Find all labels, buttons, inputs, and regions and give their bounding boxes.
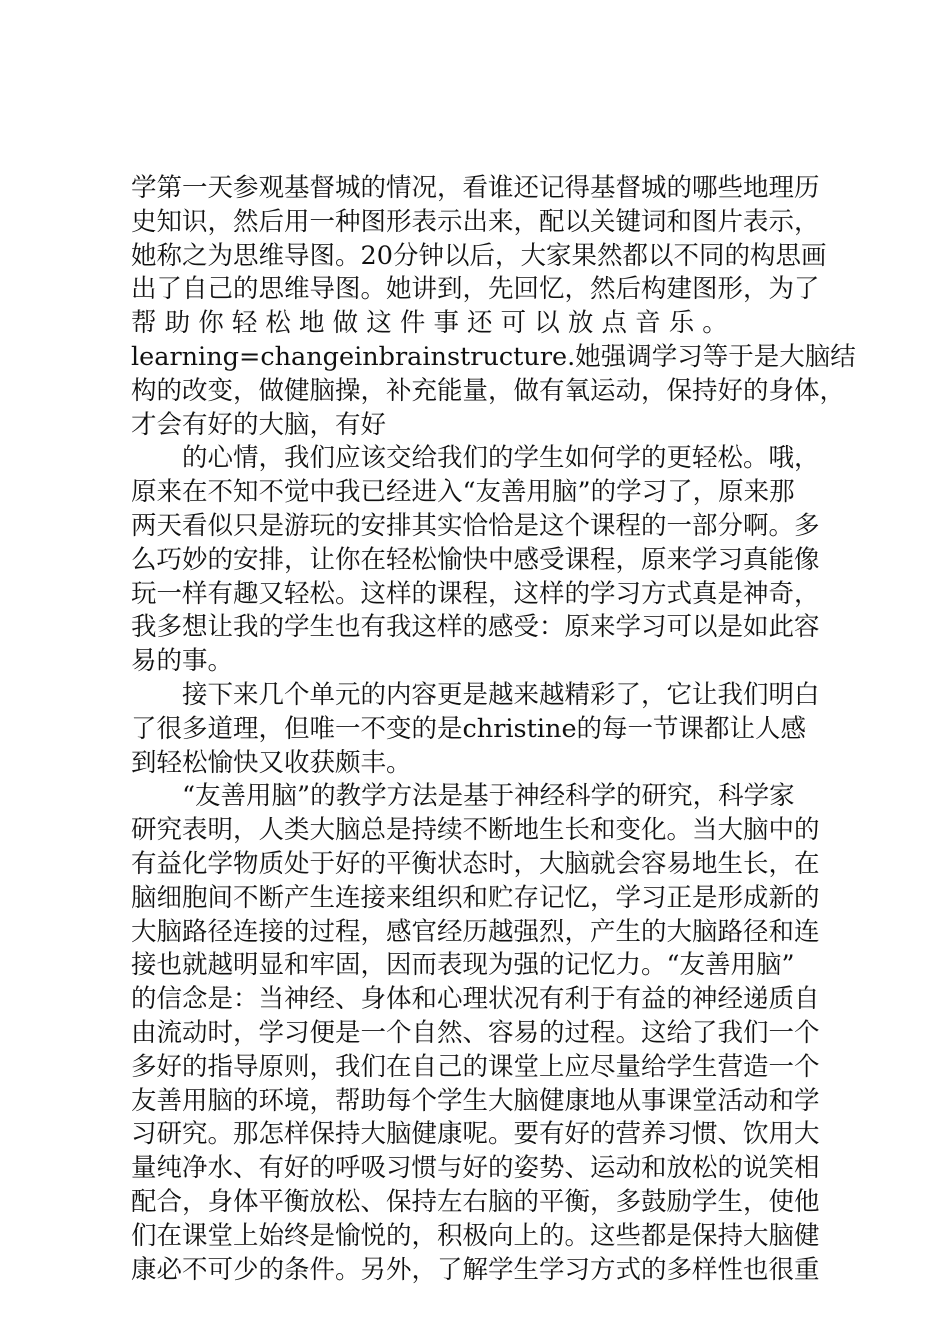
text-line: 史知识，然后用一种图形表示出来，配以关键词和图片表示， (131, 206, 820, 237)
text-line: 的心情，我们应该交给我们的学生如何学的更轻松。哦， (182, 443, 820, 474)
text-line: 多好的指导原则，我们在自己的课堂上应尽量给学生营造一个 (131, 1051, 820, 1082)
document-body (131, 172, 856, 1287)
text-line: 两天看似只是游玩的安排其实恰恰是这个课程的一部分啊。多 (131, 510, 820, 541)
text-line: 配合，身体平衡放松、保持左右脑的平衡，多鼓励学生，使他 (131, 1186, 820, 1217)
text-line: 康必不可少的条件。另外，了解学生学习方式的多样性也很重 (131, 1254, 820, 1285)
text-line: 我多想让我的学生也有我这样的感受：原来学习可以是如此容 (131, 612, 820, 643)
text-line: 到轻松愉快又收获颇丰。 (131, 747, 412, 778)
text-line: 由流动时，学习便是一个自然、容易的过程。这给了我们一个 (131, 1017, 820, 1048)
text-line: 易的事。 (131, 646, 234, 677)
text-line: 友善用脑的环境，帮助每个学生大脑健康地从事课堂活动和学 (131, 1085, 820, 1116)
text-line: 接也就越明显和牢固，因而表现为强的记忆力。“友善用脑” (131, 950, 795, 981)
text-line: learning=changeinbrainstructure.她强调学习等于是大脑结 (131, 341, 856, 372)
text-line: 脑细胞间不断产生连接来组织和贮存记忆，学习正是形成新的 (131, 882, 820, 913)
text-line: 原来在不知不觉中我已经进入“友善用脑”的学习了，原来那 (131, 477, 795, 508)
text-line: 么巧妙的安排，让你在轻松愉快中感受课程，原来学习真能像 (131, 544, 820, 575)
text-line: 才会有好的大脑，有好 (131, 409, 387, 440)
text-line: 玩一样有趣又轻松。这样的课程，这样的学习方式真是神奇， (131, 578, 820, 609)
text-line: 了很多道理，但唯一不变的是christine的每一节课都让人感 (131, 713, 807, 744)
text-line: 们在课堂上始终是愉悦的，积极向上的。这些都是保持大脑健 (131, 1220, 820, 1251)
text-line: 接下来几个单元的内容更是越来越精彩了，它让我们明白 (182, 679, 820, 710)
text-line: 的信念是：当神经、身体和心理状况有利于有益的神经递质自 (131, 984, 820, 1015)
text-line: 大脑路径连接的过程，感官经历越强烈，产生的大脑路径和连 (131, 916, 820, 947)
text-line: 量纯净水、有好的呼吸习惯与好的姿势、运动和放松的说笑相 (131, 1153, 820, 1184)
text-line: 出了自己的思维导图。她讲到，先回忆，然后构建图形，为了 (131, 274, 820, 305)
text-line: 有益化学物质处于好的平衡状态时，大脑就会容易地生长，在 (131, 848, 820, 879)
text-line: 习研究。那怎样保持大脑健康呢。要有好的营养习惯、饮用大 (131, 1119, 820, 1150)
text-line: 帮 助 你 轻 松 地 做 这 件 事 还 可 以 放 点 音 乐 。 (131, 308, 728, 339)
text-line: 构的改变，做健脑操，补充能量，做有氧运动，保持好的身体， (131, 375, 846, 406)
text-line: 研究表明，人类大脑总是持续不断地生长和变化。当大脑中的 (131, 815, 820, 846)
text-line: “友善用脑”的教学方法是基于神经科学的研究，科学家 (182, 781, 795, 812)
text-line: 她称之为思维导图。20分钟以后，大家果然都以不同的构思画 (131, 240, 827, 271)
text-line: 学第一天参观基督城的情况，看谁还记得基督城的哪些地理历 (131, 173, 820, 203)
